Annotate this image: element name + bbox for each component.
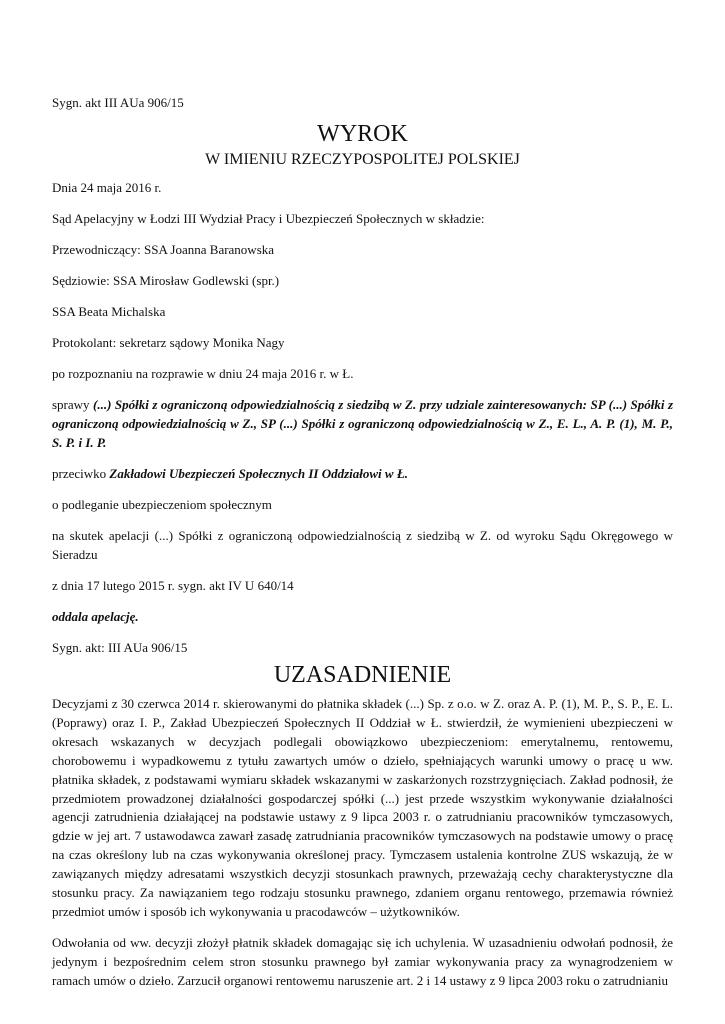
associate-judges: Sędziowie: SSA Mirosław Godlewski (spr.) — [52, 273, 280, 288]
court-composition: Sąd Apelacyjny w Łodzi III Wydział Pracy i Ubezpieczeń Społecznych w składzie: — [52, 211, 485, 226]
against-party-text: Zakładowi Ubezpieczeń Społecznych II Oddziałowi w Ł. — [109, 466, 409, 481]
presiding-judge: Przewodniczący: SSA Joanna Baranowska — [52, 242, 275, 257]
justification-paragraph-1: Decyzjami z 30 czerwca 2014 r. skierowanymi do płatnika składek (...) Sp. z o.o. w Z. oraz A. P. (1), M. P., S. P., E. L. (Poprawy) oraz I. P., Zakład Ubezpieczeń Społecznych II Oddział w Ł. stwierdził, że wymienieni ubezpieczeni w okresach wskazanych w decyzjach podlegali obowiązkowo ubezpieczeniom: emerytalnemu, rentowemu, chorobowemu i wypadkowemu z tytułu zawartych umów o dzieło, spełniających warunki umowy o pracę u ww. płatnika składek, z podstawami wymiaru składek wskazanymi w zaskarżonych rozstrzygnięciach. Zakład podnosił, że przedmiotem prowadzonej działalności gospodarczej spółki (...) jest przede wszystkim wykonywanie działalności agencji zatrudnienia działającej na podstawie ustawy z 9 lipca 2003 r. o zatrudnianiu pracowników tymczasowych, gdzie w jej art. 7 ustawodawca zawarł zasadę zatrudniania pracowników tymczasowych na podstawie umowy o pracę na czas określony lub na czas wykonywania określonej pracy. Tymczasem ustalenia kontrolne ZUS wskazują, że w zawiązanych między adresatami wszystkich decyzji stosunkach prawnych, przeważają cechy charakterystyczne dla stosunku pracy. Za nawiązaniem tego rodzaju stosunku prawnego, zdaniem organu rentowego, przemawia również przedmiot umów i sposób ich wykonywania u pracodawców – użytkowników. — [52, 696, 673, 919]
associate-judge-2: SSA Beata Michalska — [52, 304, 166, 319]
case-prefix: sprawy — [52, 397, 94, 412]
case-parties — [52, 395, 673, 452]
against-prefix: przeciwko — [52, 466, 110, 481]
hearing-info: po rozpoznaniu na rozprawie w dniu 24 maja 2016 r. w Ł. — [52, 366, 354, 381]
case-parties-text: (...) Spółki z ograniczoną odpowiedzialnością z siedzibą w Z. przy udziale zainteresowanych: SP (...) Spółki z ograniczoną odpowiedzialnością w Z., SP (...) Spółki z ograniczoną odpowiedzialnością w Z., E. L., A. P. (1), M. P., S. P. i I. P. — [52, 397, 674, 450]
justification-paragraph-2: Odwołania od ww. decyzji złożył płatnik składek domagając się ich uchylenia. W uzasadnieniu odwołań podnosił, że jedynym i bezpośrednim celem stron stosunku prawnego był zamiar wykonywania pracy za wynagrodzeniem w ramach umów o dzieło. Zarzucił organowi rentowemu naruszenie art. 2 i 14 ustawy z 9 lipca 2003 roku o zatrudnianiu — [52, 934, 673, 988]
appeal-date: z dnia 17 lutego 2015 r. sygn. akt IV U 640/14 — [52, 578, 294, 593]
case-signature-bottom: Sygn. akt: III AUa 906/15 — [52, 640, 188, 655]
against-party — [52, 464, 673, 483]
justification-title: UZASADNIENIE — [273, 662, 452, 688]
court-clerk: Protokolant: sekretarz sądowy Monika Nagy — [52, 335, 285, 350]
case-subject: o podleganie ubezpieczeniom społecznym — [52, 497, 272, 512]
judgment-subtitle: W IMIENIU RZECZYPOSPOLITEJ POLSKIEJ — [205, 151, 520, 168]
case-signature-top: Sygn. akt III AUa 906/15 — [52, 95, 184, 110]
judgment-date: Dnia 24 maja 2016 r. — [52, 180, 162, 195]
verdict: oddala apelację. — [52, 609, 139, 624]
judgment-title: WYROK — [317, 121, 408, 147]
appeal-info: na skutek apelacji (...) Spółki z ograniczoną odpowiedzialnością z siedzibą w Z. od wyroku Sądu Okręgowego w Sieradzu — [52, 528, 673, 562]
